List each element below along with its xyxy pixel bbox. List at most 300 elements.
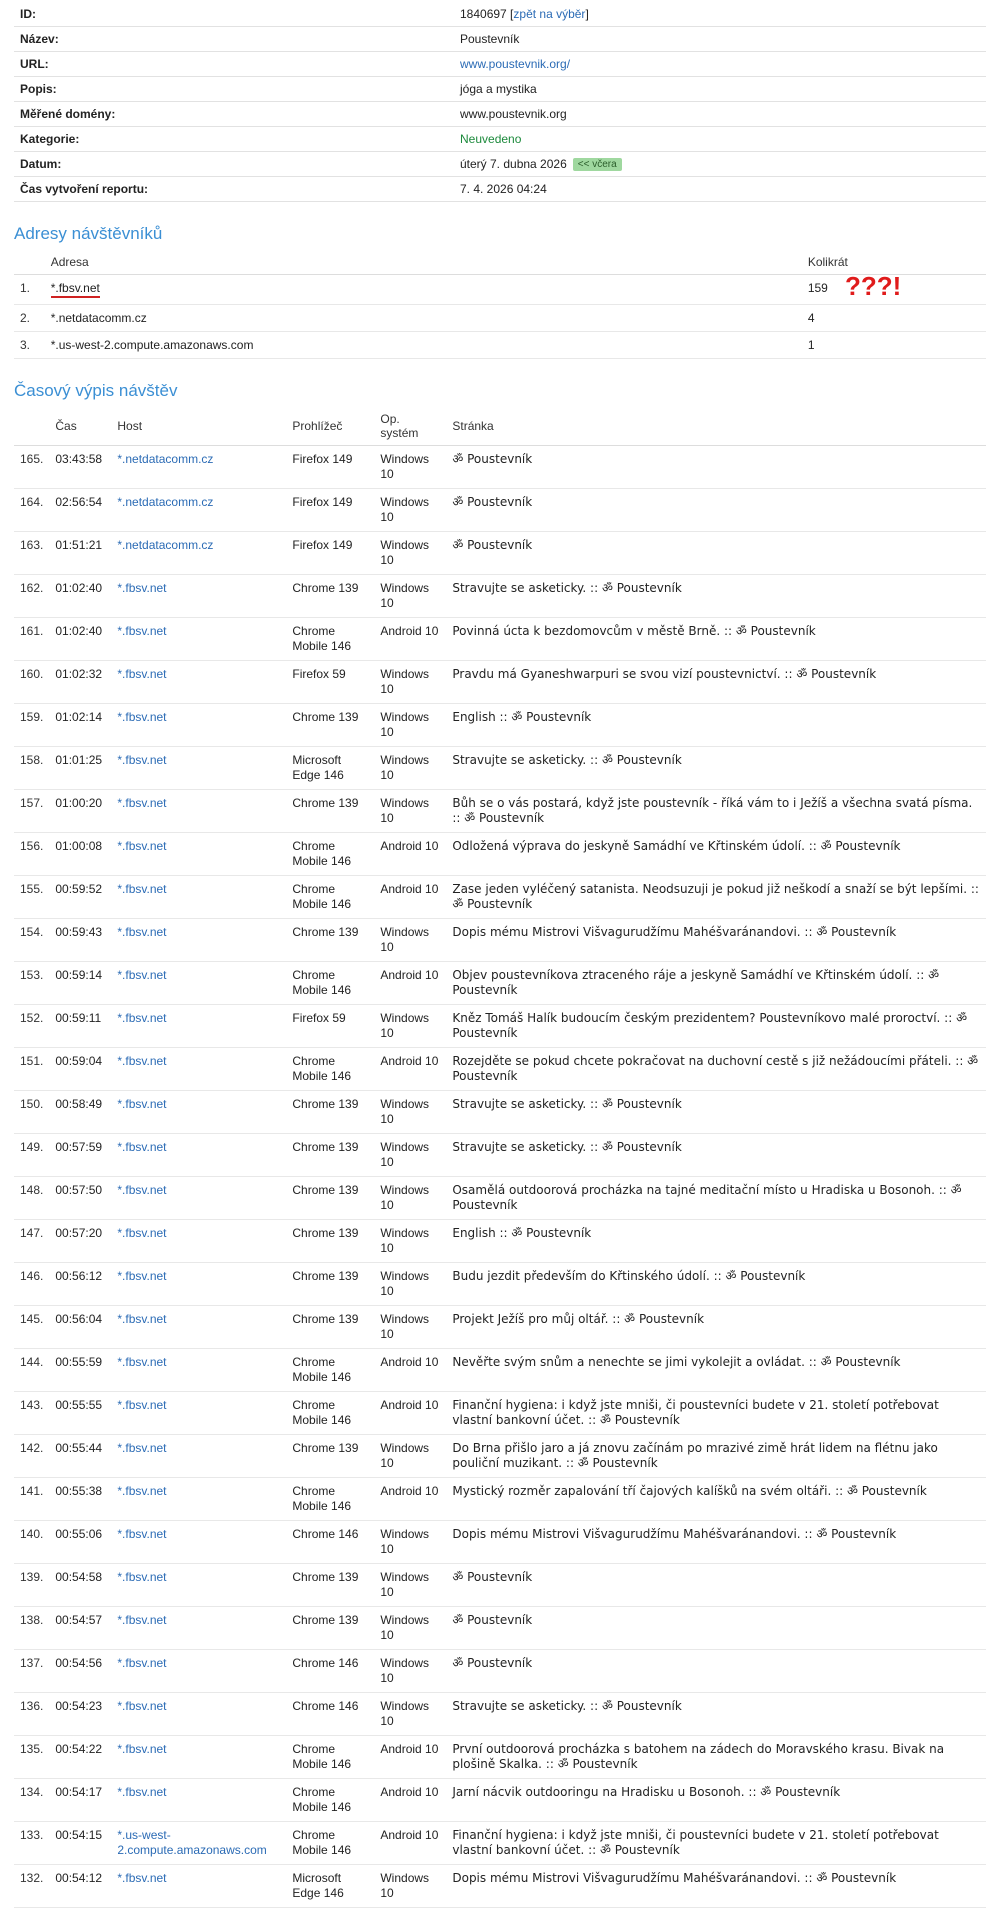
visit-os: Android 10 (374, 1822, 446, 1865)
address-count: 4 (802, 305, 986, 332)
address-row (14, 275, 986, 305)
visit-index: 136. (14, 1693, 49, 1736)
visit-row (14, 876, 986, 919)
visit-host-link[interactable]: *.us-west-2.compute.amazonaws.com (117, 1828, 267, 1857)
info-value-link[interactable]: www.poustevnik.org/ (460, 57, 571, 71)
report-page (0, 2, 1000, 1908)
info-label: Popis: (14, 77, 454, 102)
visit-page: ॐ Poustevník (446, 1607, 986, 1650)
visit-os: Windows 10 (374, 790, 446, 833)
visit-page: Nevěřte svým snům a nenechte se jimi vykolejit a ovládat. :: ॐ Poustevník (446, 1349, 986, 1392)
address-index: 3. (14, 332, 45, 359)
info-row (14, 2, 986, 27)
visit-row (14, 618, 986, 661)
visit-host[interactable] (111, 1048, 286, 1091)
visit-os: Windows 10 (374, 1435, 446, 1478)
visit-host[interactable] (111, 1435, 286, 1478)
visit-time: 01:02:40 (49, 575, 111, 618)
visit-host[interactable] (111, 1263, 286, 1306)
visit-host-link[interactable]: *.fbsv.net (117, 1699, 167, 1713)
visit-host-link[interactable]: *.fbsv.net (117, 1484, 167, 1498)
visit-browser: Chrome 139 (286, 1177, 374, 1220)
visit-host[interactable] (111, 1693, 286, 1736)
visit-page: Stravujte se asketicky. :: ॐ Poustevník (446, 1091, 986, 1134)
info-row (14, 52, 986, 77)
visit-host-link[interactable]: *.fbsv.net (117, 667, 167, 681)
info-value-text: Poustevník (460, 32, 520, 46)
visit-row (14, 661, 986, 704)
visits-table (14, 409, 986, 1908)
visit-index: 156. (14, 833, 49, 876)
info-value (454, 102, 986, 127)
visit-host-link[interactable]: *.fbsv.net (117, 1054, 167, 1068)
visit-index: 138. (14, 1607, 49, 1650)
visit-index: 147. (14, 1220, 49, 1263)
visit-page: Povinná úcta k bezdomovcům v městě Brně. :: ॐ Poustevník (446, 618, 986, 661)
visit-browser: Chrome Mobile 146 (286, 1736, 374, 1779)
visit-os: Windows 10 (374, 661, 446, 704)
visit-host-link[interactable]: *.fbsv.net (117, 1527, 167, 1541)
visit-host-link[interactable]: *.fbsv.net (117, 1871, 167, 1885)
visit-host[interactable] (111, 1134, 286, 1177)
visit-index: 151. (14, 1048, 49, 1091)
visit-index: 134. (14, 1779, 49, 1822)
visit-page: Bůh se o vás postará, když jste poustevník - říká vám to i Ježíš a všechna svatá písma. :: ॐ Poustevník (446, 790, 986, 833)
info-value (454, 127, 986, 152)
visit-time: 00:54:56 (49, 1650, 111, 1693)
visit-host[interactable] (111, 1478, 286, 1521)
visit-os: Windows 10 (374, 1134, 446, 1177)
visit-page: ॐ Poustevník (446, 446, 986, 489)
visit-host-link[interactable]: *.fbsv.net (117, 753, 167, 767)
visit-page: Budu jezdit především do Křtinského údolí. :: ॐ Poustevník (446, 1263, 986, 1306)
visit-page: ॐ Poustevník (446, 532, 986, 575)
info-value-link[interactable]: Neuvedeno (460, 132, 522, 146)
visit-host[interactable] (111, 1306, 286, 1349)
info-row (14, 127, 986, 152)
visit-page: ॐ Poustevník (446, 1564, 986, 1607)
visit-host-link[interactable]: *.fbsv.net (117, 1140, 167, 1154)
visit-os: Android 10 (374, 1048, 446, 1091)
visit-os: Windows 10 (374, 1220, 446, 1263)
visit-browser: Chrome 139 (286, 1435, 374, 1478)
visit-browser: Chrome 139 (286, 1263, 374, 1306)
visit-host-link[interactable]: *.fbsv.net (117, 796, 167, 810)
visit-row (14, 1134, 986, 1177)
visit-index: 142. (14, 1435, 49, 1478)
visit-time: 02:56:54 (49, 489, 111, 532)
visit-page: Finanční hygiena: i když jste mniši, či poustevníci budete v 21. století potřebovat vlastní bankovní účet. :: ॐ Poustevník (446, 1392, 986, 1435)
visit-host-link[interactable]: *.fbsv.net (117, 1183, 167, 1197)
visit-time: 00:56:12 (49, 1263, 111, 1306)
info-row (14, 152, 986, 177)
info-label: ID: (14, 2, 454, 27)
visit-index: 153. (14, 962, 49, 1005)
visit-os: Windows 10 (374, 532, 446, 575)
visits-col-os: Op. systém (374, 409, 446, 446)
info-value (454, 27, 986, 52)
visit-row (14, 1693, 986, 1736)
visit-row (14, 704, 986, 747)
visit-os: Windows 10 (374, 919, 446, 962)
visit-os: Windows 10 (374, 1091, 446, 1134)
visit-host-link[interactable]: *.fbsv.net (117, 1355, 167, 1369)
visit-browser: Chrome 139 (286, 1091, 374, 1134)
visit-index: 135. (14, 1736, 49, 1779)
visit-os: Windows 10 (374, 1005, 446, 1048)
visits-heading: Časový výpis návštěv (14, 381, 178, 400)
visit-host-link[interactable]: *.fbsv.net (117, 925, 167, 939)
info-label: Čas vytvoření reportu: (14, 177, 454, 202)
visit-host[interactable] (111, 704, 286, 747)
visit-page: Kněz Tomáš Halík budoucím českým prezidentem? Poustevníkovo malé proroctví. :: ॐ Poustevník (446, 1005, 986, 1048)
visit-row (14, 1564, 986, 1607)
visit-host[interactable] (111, 532, 286, 575)
visit-time: 00:58:49 (49, 1091, 111, 1134)
info-label: URL: (14, 52, 454, 77)
address-count: 159 (802, 275, 986, 305)
visit-browser: Chrome Mobile 146 (286, 1048, 374, 1091)
visit-time: 00:55:06 (49, 1521, 111, 1564)
visit-time: 01:02:14 (49, 704, 111, 747)
visits-col-browser: Prohlížeč (286, 409, 374, 446)
info-label: Měřené domény: (14, 102, 454, 127)
visit-row (14, 1435, 986, 1478)
visit-row (14, 1177, 986, 1220)
visit-page: Pravdu má Gyaneshwarpuri se svou vizí poustevnictví. :: ॐ Poustevník (446, 661, 986, 704)
visit-index: 159. (14, 704, 49, 747)
visit-time: 00:54:12 (49, 1865, 111, 1908)
visit-browser: Chrome 139 (286, 1220, 374, 1263)
address-row (14, 332, 986, 359)
visit-index: 152. (14, 1005, 49, 1048)
site-info-table (14, 2, 986, 202)
visit-host-link[interactable]: *.fbsv.net (117, 1097, 167, 1111)
visit-host[interactable] (111, 618, 286, 661)
visit-row (14, 489, 986, 532)
visit-browser: Chrome Mobile 146 (286, 1478, 374, 1521)
visit-row (14, 919, 986, 962)
visit-time: 00:59:04 (49, 1048, 111, 1091)
visit-row (14, 1220, 986, 1263)
visit-host-link[interactable]: *.fbsv.net (117, 1785, 167, 1799)
visit-page: Stravujte se asketicky. :: ॐ Poustevník (446, 575, 986, 618)
visit-index: 149. (14, 1134, 49, 1177)
visit-host-link[interactable]: *.fbsv.net (117, 1656, 167, 1670)
visit-time: 00:54:57 (49, 1607, 111, 1650)
visit-index: 164. (14, 489, 49, 532)
addr-col-index (14, 252, 45, 275)
visit-time: 01:51:21 (49, 532, 111, 575)
visit-os: Windows 10 (374, 747, 446, 790)
info-value (454, 52, 986, 77)
info-value (454, 152, 986, 177)
visit-index: 154. (14, 919, 49, 962)
visit-row (14, 1607, 986, 1650)
visit-browser: Firefox 149 (286, 446, 374, 489)
visit-host[interactable] (111, 1607, 286, 1650)
visit-row (14, 747, 986, 790)
visitor-addresses-table (14, 252, 986, 359)
visit-row (14, 446, 986, 489)
visit-row (14, 1091, 986, 1134)
visit-host[interactable] (111, 1736, 286, 1779)
visit-index: 162. (14, 575, 49, 618)
visit-page: Jarní nácvik outdooringu na Hradisku u Bosonoh. :: ॐ Poustevník (446, 1779, 986, 1822)
visit-time: 00:59:14 (49, 962, 111, 1005)
visit-time: 03:43:58 (49, 446, 111, 489)
yesterday-badge[interactable]: << včera (573, 158, 622, 171)
visit-browser: Chrome 139 (286, 575, 374, 618)
visit-host[interactable] (111, 489, 286, 532)
visit-browser: Chrome 146 (286, 1650, 374, 1693)
visit-page: Stravujte se asketicky. :: ॐ Poustevník (446, 1134, 986, 1177)
visit-time: 00:57:20 (49, 1220, 111, 1263)
visit-page: Rozejděte se pokud chcete pokračovat na duchovní cestě s již nežádoucími přáteli. :: ॐ Poustevník (446, 1048, 986, 1091)
visit-browser: Chrome Mobile 146 (286, 618, 374, 661)
address-index: 2. (14, 305, 45, 332)
visit-page: ॐ Poustevník (446, 1650, 986, 1693)
address-count: 1 (802, 332, 986, 359)
visit-host-link[interactable]: *.fbsv.net (117, 968, 167, 982)
visit-host[interactable] (111, 446, 286, 489)
visit-host[interactable] (111, 919, 286, 962)
visit-os: Android 10 (374, 833, 446, 876)
visit-index: 137. (14, 1650, 49, 1693)
visit-host[interactable] (111, 1005, 286, 1048)
visit-browser: Chrome 139 (286, 1607, 374, 1650)
visit-index: 145. (14, 1306, 49, 1349)
visit-browser: Chrome 146 (286, 1693, 374, 1736)
visit-page: Osamělá outdoorová procházka na tajné meditační místo u Hradiska u Bosonoh. :: ॐ Poustevník (446, 1177, 986, 1220)
visit-host-link[interactable]: *.fbsv.net (117, 1011, 167, 1025)
visit-index: 133. (14, 1822, 49, 1865)
visit-host[interactable] (111, 661, 286, 704)
info-value: 1840697 [zpět na výběr] (454, 2, 986, 27)
visit-host[interactable] (111, 575, 286, 618)
visit-os: Windows 10 (374, 1263, 446, 1306)
visit-time: 00:57:59 (49, 1134, 111, 1177)
visit-os: Android 10 (374, 1392, 446, 1435)
visit-host-link[interactable]: *.fbsv.net (117, 1226, 167, 1240)
visit-host[interactable] (111, 833, 286, 876)
visit-browser: Firefox 59 (286, 1005, 374, 1048)
visit-time: 00:54:15 (49, 1822, 111, 1865)
visit-page: Projekt Ježíš pro můj oltář. :: ॐ Poustevník (446, 1306, 986, 1349)
visit-index: 140. (14, 1521, 49, 1564)
visit-row (14, 962, 986, 1005)
visit-page: Dopis mému Mistrovi Višvagurudžímu Mahéšvaránandovi. :: ॐ Poustevník (446, 919, 986, 962)
info-row (14, 177, 986, 202)
visit-page: Odložená výprava do jeskyně Samádhí ve Křtinském údolí. :: ॐ Poustevník (446, 833, 986, 876)
visits-col-page: Stránka (446, 409, 986, 446)
visit-row (14, 1650, 986, 1693)
visit-time: 00:55:55 (49, 1392, 111, 1435)
visit-time: 01:00:20 (49, 790, 111, 833)
visit-host-link[interactable]: *.fbsv.net (117, 1613, 167, 1627)
visit-host-link[interactable]: *.fbsv.net (117, 882, 167, 896)
visit-host-link[interactable]: *.fbsv.net (117, 1398, 167, 1412)
addresses-heading: Adresy návštěvníků (14, 224, 163, 243)
address-value (45, 305, 802, 332)
visit-os: Windows 10 (374, 1650, 446, 1693)
visit-browser: Chrome Mobile 146 (286, 1392, 374, 1435)
visit-os: Windows 10 (374, 1693, 446, 1736)
info-row (14, 77, 986, 102)
visit-row (14, 833, 986, 876)
visit-index: 161. (14, 618, 49, 661)
visit-time: 01:01:25 (49, 747, 111, 790)
visit-time: 00:55:38 (49, 1478, 111, 1521)
visit-browser: Chrome Mobile 146 (286, 1822, 374, 1865)
visit-time: 00:55:44 (49, 1435, 111, 1478)
visit-os: Android 10 (374, 618, 446, 661)
info-value-text: 1840697 (460, 7, 507, 21)
visit-index: 150. (14, 1091, 49, 1134)
visit-index: 163. (14, 532, 49, 575)
address-text: *.netdatacomm.cz (50, 311, 147, 325)
visit-os: Android 10 (374, 1779, 446, 1822)
address-value (45, 332, 802, 359)
visit-browser: Chrome Mobile 146 (286, 833, 374, 876)
visit-host-link[interactable]: *.fbsv.net (117, 710, 167, 724)
visit-host-link[interactable]: *.fbsv.net (117, 1441, 167, 1455)
visit-host-link[interactable]: *.fbsv.net (117, 1269, 167, 1283)
visit-index: 146. (14, 1263, 49, 1306)
visit-index: 148. (14, 1177, 49, 1220)
visit-page: Stravujte se asketicky. :: ॐ Poustevník (446, 747, 986, 790)
visit-time: 00:57:50 (49, 1177, 111, 1220)
back-to-selection-link[interactable]: zpět na výběr (513, 7, 586, 21)
visit-time: 00:55:59 (49, 1349, 111, 1392)
info-value-text: www.poustevnik.org (460, 107, 567, 121)
info-value-text: jóga a mystika (460, 82, 537, 96)
visits-col-time: Čas (49, 409, 111, 446)
visit-index: 132. (14, 1865, 49, 1908)
visit-browser: Chrome 139 (286, 919, 374, 962)
info-label: Datum: (14, 152, 454, 177)
visit-time: 00:54:23 (49, 1693, 111, 1736)
visit-host-link[interactable]: *.fbsv.net (117, 1570, 167, 1584)
visit-page: English :: ॐ Poustevník (446, 704, 986, 747)
visit-host-link[interactable]: *.netdatacomm.cz (117, 538, 214, 552)
visit-time: 00:59:11 (49, 1005, 111, 1048)
visit-row (14, 1822, 986, 1865)
visit-browser: Chrome Mobile 146 (286, 876, 374, 919)
visit-row (14, 1478, 986, 1521)
visit-index: 141. (14, 1478, 49, 1521)
visit-row (14, 1349, 986, 1392)
visit-os: Windows 10 (374, 1564, 446, 1607)
visit-host[interactable] (111, 1822, 286, 1865)
visit-index: 160. (14, 661, 49, 704)
visit-browser: Chrome Mobile 146 (286, 962, 374, 1005)
visit-page: První outdoorová procházka s batohem na zádech do Moravského krasu. Bivak na plošině Skalka. :: ॐ Poustevník (446, 1736, 986, 1779)
visit-host[interactable] (111, 1392, 286, 1435)
visit-page: Finanční hygiena: i když jste mniši, či poustevníci budete v 21. století potřebovat vlastní bankovní účet. :: ॐ Poustevník (446, 1822, 986, 1865)
visit-browser: Chrome 139 (286, 1564, 374, 1607)
visit-index: 165. (14, 446, 49, 489)
visit-page: ॐ Poustevník (446, 489, 986, 532)
visit-index: 144. (14, 1349, 49, 1392)
visit-os: Android 10 (374, 876, 446, 919)
visit-host[interactable] (111, 747, 286, 790)
address-text: *.us-west-2.compute.amazonaws.com (50, 338, 254, 352)
visit-os: Windows 10 (374, 446, 446, 489)
visit-row (14, 1736, 986, 1779)
visit-time: 00:54:58 (49, 1564, 111, 1607)
visit-row (14, 1392, 986, 1435)
visit-host-link[interactable]: *.fbsv.net (117, 581, 167, 595)
visit-os: Windows 10 (374, 1306, 446, 1349)
visit-host[interactable] (111, 1564, 286, 1607)
visit-host[interactable] (111, 876, 286, 919)
visit-browser: Chrome 139 (286, 790, 374, 833)
visit-page: Stravujte se asketicky. :: ॐ Poustevník (446, 1693, 986, 1736)
visit-os: Windows 10 (374, 489, 446, 532)
address-text: *.fbsv.net (51, 281, 100, 298)
visit-host-link[interactable]: *.netdatacomm.cz (117, 495, 214, 509)
visit-browser: Microsoft Edge 146 (286, 747, 374, 790)
visit-index: 143. (14, 1392, 49, 1435)
visit-os: Windows 10 (374, 575, 446, 618)
visits-col-index (14, 409, 49, 446)
visit-os: Android 10 (374, 962, 446, 1005)
visit-time: 00:59:43 (49, 919, 111, 962)
visit-page: English :: ॐ Poustevník (446, 1220, 986, 1263)
address-index: 1. (14, 275, 45, 305)
visit-host[interactable] (111, 1220, 286, 1263)
info-value-text: úterý 7. dubna 2026 (460, 157, 567, 171)
visit-host-link[interactable]: *.fbsv.net (117, 624, 167, 638)
visit-host-link[interactable]: *.fbsv.net (117, 1742, 167, 1756)
visit-browser: Chrome Mobile 146 (286, 1349, 374, 1392)
visit-host-link[interactable]: *.netdatacomm.cz (117, 452, 214, 466)
info-value (454, 77, 986, 102)
info-row (14, 27, 986, 52)
visit-row (14, 1306, 986, 1349)
visit-host-link[interactable]: *.fbsv.net (117, 839, 167, 853)
visit-browser: Firefox 149 (286, 532, 374, 575)
visit-host[interactable] (111, 1091, 286, 1134)
visit-os: Android 10 (374, 1349, 446, 1392)
visit-os: Windows 10 (374, 1865, 446, 1908)
visit-host[interactable] (111, 1521, 286, 1564)
visit-host[interactable] (111, 1865, 286, 1908)
visit-browser: Chrome 146 (286, 1521, 374, 1564)
visit-browser: Chrome 139 (286, 1134, 374, 1177)
visit-host[interactable] (111, 1177, 286, 1220)
visit-host-link[interactable]: *.fbsv.net (117, 1312, 167, 1326)
info-label: Název: (14, 27, 454, 52)
visit-time: 01:02:32 (49, 661, 111, 704)
visit-browser: Chrome 139 (286, 704, 374, 747)
visit-row (14, 790, 986, 833)
visit-host[interactable] (111, 1349, 286, 1392)
visit-os: Windows 10 (374, 1607, 446, 1650)
visit-row (14, 575, 986, 618)
visit-host[interactable] (111, 1650, 286, 1693)
visit-row (14, 532, 986, 575)
address-value (45, 275, 802, 305)
addr-col-address: Adresa (45, 252, 802, 275)
visit-browser: Chrome Mobile 146 (286, 1779, 374, 1822)
visit-index: 139. (14, 1564, 49, 1607)
visit-host[interactable] (111, 962, 286, 1005)
visit-time: 01:02:40 (49, 618, 111, 661)
addr-col-count: Kolikrát (802, 252, 986, 275)
visit-host[interactable] (111, 790, 286, 833)
